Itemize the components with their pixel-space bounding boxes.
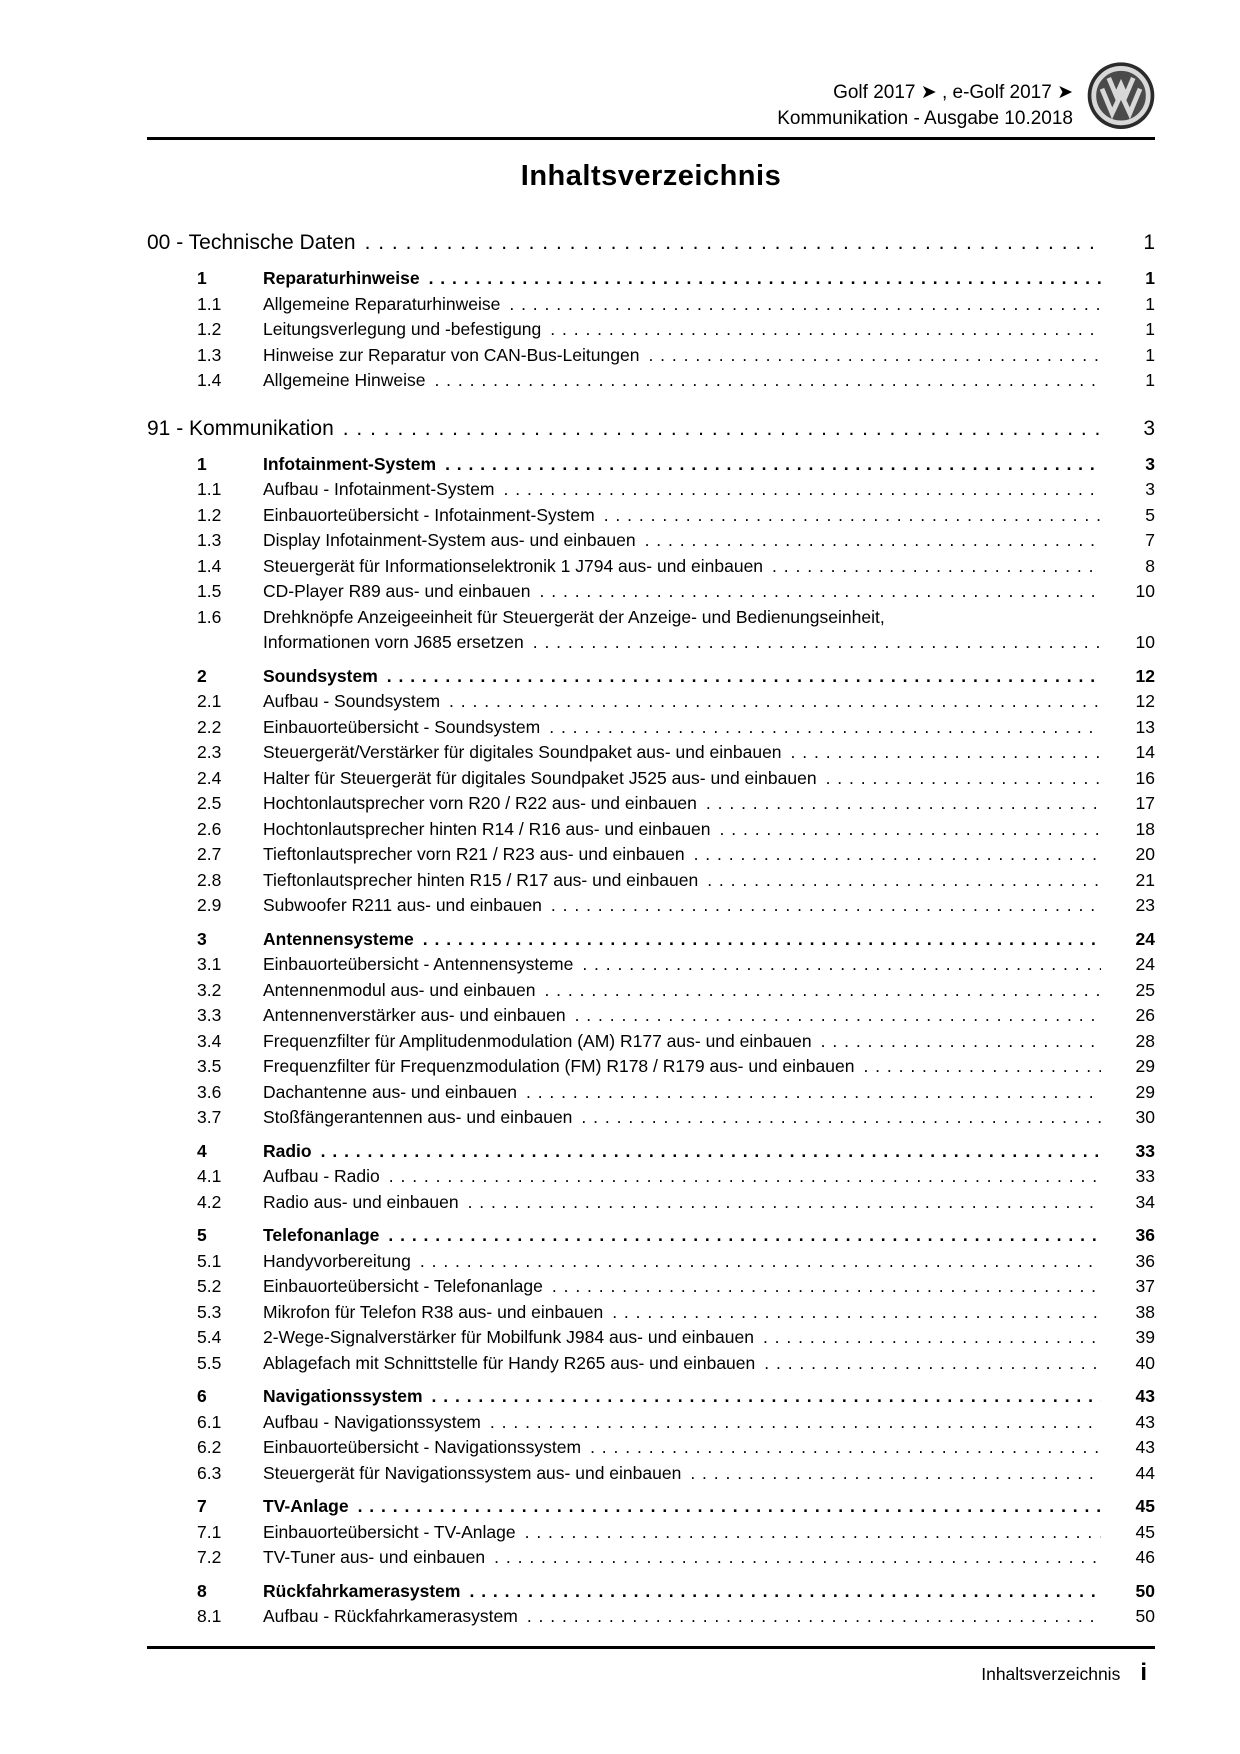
toc-entry-number: 6.1 [197, 1411, 222, 1432]
toc-entry-number: 2 [197, 665, 207, 686]
toc-entry-title: Antennenmodul aus- und einbauen [263, 979, 536, 1000]
toc-page-number: 29 [1135, 1056, 1155, 1076]
toc-entry-title: Frequenzfilter für Frequenzmodulation (FM) R178 / R179 aus- und einbauen [263, 1056, 855, 1076]
toc-dot-leader [387, 664, 1101, 690]
toc-dot-leader [551, 893, 1101, 919]
toc-entry-title: Steuergerät für Navigationssystem aus- und einbauen [263, 1462, 682, 1483]
toc-row [147, 343, 1155, 369]
toc-row [147, 791, 1155, 817]
toc-page-number: 3 [1145, 479, 1155, 499]
toc-page-number: 8 [1145, 555, 1155, 576]
toc-page-number: 1 [1145, 293, 1155, 314]
toc-entry-title: Drehknöpfe Anzeigeeinheit für Steuergerät der Anzeige- und Bedienungseinheit, [263, 606, 885, 627]
toc-entry-title: Einbauorteübersicht - Soundsystem [263, 716, 541, 737]
toc-row [147, 477, 1155, 503]
toc-entry-number: 1.3 [197, 530, 222, 550]
toc-entry-number: 1.4 [197, 555, 222, 576]
toc-page-number: 1 [1143, 231, 1155, 254]
toc-entry-title: Aufbau - Rückfahrkamerasystem [263, 1606, 518, 1626]
toc-dot-leader [504, 477, 1102, 503]
toc-entry-title: Halter für Steuergerät für digitales Soundpaket J525 aus- und einbauen [263, 767, 817, 788]
toc-dot-leader [821, 1029, 1101, 1055]
toc-row [147, 868, 1155, 894]
toc-entry-title: Telefonanlage [263, 1225, 380, 1245]
toc-row [147, 528, 1155, 554]
toc-row [147, 1223, 1155, 1249]
toc-row [147, 1435, 1155, 1461]
toc-chapter-title: 00 - Technische Daten [147, 231, 356, 254]
toc-dot-leader [863, 1054, 1101, 1080]
toc-entry-title: Einbauorteübersicht - Telefonanlage [263, 1276, 543, 1296]
toc-row [147, 452, 1155, 478]
toc-page-number: 18 [1135, 818, 1155, 839]
toc-dot-leader [706, 791, 1101, 817]
toc-row [147, 503, 1155, 529]
toc-dot-leader [365, 227, 1101, 258]
toc-entry-number: 2.1 [197, 691, 222, 711]
toc-row [147, 715, 1155, 741]
toc-entry-title: Radio [263, 1140, 312, 1161]
toc-page-number: 50 [1135, 1606, 1155, 1626]
toc-entry-number: 8.1 [197, 1606, 222, 1626]
toc-entry-title: Hinweise zur Reparatur von CAN-Bus-Leitungen [263, 344, 640, 365]
toc-entry-number: 1.5 [197, 581, 222, 601]
toc-page-number: 39 [1135, 1327, 1155, 1347]
toc-page-number: 33 [1135, 1166, 1155, 1186]
toc-row [147, 1054, 1155, 1080]
toc-page-number: 1 [1145, 344, 1155, 365]
toc-page-number: 45 [1135, 1496, 1155, 1516]
toc-row-line2 [147, 630, 1155, 656]
toc-row [147, 1520, 1155, 1546]
toc-dot-leader [388, 1223, 1101, 1249]
toc-chapter-row [147, 413, 1155, 444]
toc-dot-leader [645, 528, 1101, 554]
toc-dot-leader [552, 1274, 1101, 1300]
toc-dot-leader [694, 842, 1101, 868]
toc-entry-title: Aufbau - Infotainment-System [263, 479, 495, 499]
toc-dot-leader [358, 1494, 1101, 1520]
toc-page-number: 29 [1135, 1081, 1155, 1102]
toc-entry-title: Radio aus- und einbauen [263, 1191, 459, 1212]
toc-entry-title-continued: Informationen vorn J685 ersetzen [263, 632, 524, 652]
toc-page-number: 24 [1135, 954, 1155, 974]
toc-dot-leader [772, 554, 1101, 580]
toc-entry-title: TV-Anlage [263, 1496, 349, 1516]
toc-row [147, 927, 1155, 953]
header-text [777, 80, 1073, 134]
toc-dot-leader [445, 452, 1101, 478]
toc-entry-number: 2.6 [197, 818, 222, 839]
toc-dot-leader [791, 740, 1101, 766]
toc-dot-leader [763, 1325, 1101, 1351]
toc-entry-number: 7.1 [197, 1521, 222, 1542]
toc-row [147, 1604, 1155, 1630]
toc-dot-leader [826, 766, 1101, 792]
toc-entry-title: Einbauorteübersicht - Antennensysteme [263, 954, 574, 974]
toc-dot-leader [533, 630, 1101, 656]
toc-row-line1 [147, 605, 1155, 631]
toc-row [147, 368, 1155, 394]
toc-entry-number: 3 [197, 928, 207, 949]
toc-entry-number: 5.1 [197, 1250, 222, 1271]
toc-entry-number: 5 [197, 1225, 207, 1245]
toc-chapter-row [147, 227, 1155, 258]
toc-row [147, 292, 1155, 318]
toc-dot-leader [582, 952, 1101, 978]
toc-dot-leader [648, 343, 1101, 369]
toc-page-number: 33 [1135, 1140, 1155, 1161]
toc-entry-number: 1 [197, 453, 207, 474]
toc-entry-number: 2.5 [197, 793, 222, 813]
page-footer [147, 1646, 1155, 1687]
toc-row [147, 266, 1155, 292]
toc-entry-number: 7.2 [197, 1547, 222, 1567]
toc-page-number: 34 [1135, 1191, 1155, 1212]
toc-page-number: 5 [1145, 504, 1155, 525]
toc-entry-title: Soundsystem [263, 665, 378, 686]
header-divider [147, 137, 1155, 140]
toc-entry-title: Navigationssystem [263, 1386, 423, 1406]
toc-dot-leader [434, 368, 1101, 394]
toc-entry-title: Hochtonlautsprecher hinten R14 / R16 aus- und einbauen [263, 818, 711, 839]
toc-row [147, 1351, 1155, 1377]
toc-page-number: 24 [1135, 928, 1155, 949]
toc-entry-title: Handyvorbereitung [263, 1250, 411, 1271]
toc-entry-title: Leitungsverlegung und -befestigung [263, 319, 542, 339]
toc-row [147, 766, 1155, 792]
toc-entry-title: Hochtonlautsprecher vorn R20 / R22 aus- und einbauen [263, 793, 697, 813]
toc-page-number: 37 [1135, 1276, 1155, 1296]
toc-page-number: 12 [1135, 665, 1155, 686]
toc-dot-leader [469, 1579, 1101, 1605]
toc-entry-title: Ablagefach mit Schnittstelle für Handy R265 aus- und einbauen [263, 1352, 756, 1373]
toc-page-number: 1 [1145, 268, 1155, 288]
toc-entry-title: Steuergerät/Verstärker für digitales Soundpaket aus- und einbauen [263, 742, 782, 762]
toc-row [147, 740, 1155, 766]
toc-entry-number: 3.2 [197, 979, 222, 1000]
toc-page-number: 44 [1135, 1462, 1155, 1483]
toc-page-number: 12 [1135, 691, 1155, 711]
toc-entry-number: 2.9 [197, 895, 222, 915]
toc-entry-title: Aufbau - Soundsystem [263, 691, 441, 711]
toc-entry-number: 5.5 [197, 1352, 222, 1373]
toc-page-number: 23 [1135, 895, 1155, 915]
toc-page-number: 14 [1135, 742, 1155, 762]
toc-entry-title: Aufbau - Navigationssystem [263, 1411, 481, 1432]
toc-dot-leader [550, 317, 1101, 343]
toc-page-number: 25 [1135, 979, 1155, 1000]
toc-dot-leader [720, 817, 1101, 843]
toc-dot-leader [612, 1300, 1101, 1326]
toc-dot-leader [575, 1003, 1101, 1029]
toc-entry-title: Tieftonlautsprecher hinten R15 / R17 aus- und einbauen [263, 869, 699, 890]
toc-entry-number: 3.6 [197, 1081, 222, 1102]
toc-row [147, 1029, 1155, 1055]
toc-dot-leader [490, 1410, 1101, 1436]
toc-entry-title: Allgemeine Reparaturhinweise [263, 293, 501, 314]
toc-page-number: 20 [1135, 844, 1155, 864]
toc-dot-leader [429, 266, 1101, 292]
toc-page-number: 16 [1135, 767, 1155, 788]
toc-row [147, 817, 1155, 843]
toc-entry-number: 4.2 [197, 1191, 222, 1212]
toc-dot-leader [449, 689, 1101, 715]
toc-dot-leader [540, 579, 1101, 605]
toc-dot-leader [321, 1139, 1101, 1165]
toc-page-number: 1 [1145, 370, 1155, 390]
toc-page-number: 43 [1135, 1386, 1155, 1406]
toc-page-number: 36 [1135, 1225, 1155, 1245]
toc-row [147, 1384, 1155, 1410]
toc-entry-number: 1.6 [197, 606, 222, 627]
toc-entry-number: 6.3 [197, 1462, 222, 1483]
toc-entry-number: 1.1 [197, 479, 222, 499]
toc-page-number: 21 [1135, 869, 1155, 890]
toc-page-number: 17 [1135, 793, 1155, 813]
toc-dot-leader [590, 1435, 1101, 1461]
toc-page-number: 10 [1135, 632, 1155, 652]
toc-entry-number: 1.1 [197, 293, 222, 314]
toc [147, 227, 1155, 1630]
toc-entry-title: Subwoofer R211 aus- und einbauen [263, 895, 542, 915]
toc-page-number: 7 [1145, 530, 1155, 550]
toc-row [147, 1080, 1155, 1106]
toc-dot-leader [707, 868, 1101, 894]
toc-entry-number: 3.3 [197, 1005, 222, 1025]
toc-row [147, 317, 1155, 343]
toc-entry-title: Einbauorteübersicht - Navigationssystem [263, 1437, 582, 1457]
toc-row [147, 952, 1155, 978]
toc-entry-title: Antennenverstärker aus- und einbauen [263, 1005, 566, 1025]
toc-entry-title: Einbauorteübersicht - Infotainment-System [263, 504, 595, 525]
toc-row [147, 1325, 1155, 1351]
toc-row [147, 1300, 1155, 1326]
toc-page-number: 26 [1135, 1005, 1155, 1025]
toc-entry-title: Frequenzfilter für Amplitudenmodulation (AM) R177 aus- und einbauen [263, 1030, 812, 1051]
toc-entry-number: 3.1 [197, 954, 222, 974]
toc-page-number: 28 [1135, 1030, 1155, 1051]
toc-row-multiline [147, 605, 1155, 656]
toc-page-number: 36 [1135, 1250, 1155, 1271]
toc-dot-leader [549, 715, 1101, 741]
toc-entry-number: 7 [197, 1496, 207, 1516]
toc-entry-number: 8 [197, 1580, 207, 1601]
toc-row [147, 1461, 1155, 1487]
toc-entry-number: 2.7 [197, 844, 222, 864]
toc-chapter-title: 91 - Kommunikation [147, 416, 334, 440]
toc-page-number: 43 [1135, 1437, 1155, 1457]
toc-page-number: 1 [1145, 319, 1155, 339]
toc-row [147, 1105, 1155, 1131]
toc-entry-number: 2.4 [197, 767, 222, 788]
toc-row [147, 579, 1155, 605]
page-title: Inhaltsverzeichnis [520, 160, 782, 192]
toc-row [147, 554, 1155, 580]
toc-entry-title: Stoßfängerantennen aus- und einbauen [263, 1107, 573, 1127]
toc-row [147, 1494, 1155, 1520]
toc-dot-leader [343, 413, 1101, 444]
toc-page-number: 46 [1135, 1547, 1155, 1567]
toc-dot-leader [389, 1164, 1101, 1190]
toc-dot-leader [544, 978, 1101, 1004]
toc-row [147, 1410, 1155, 1436]
toc-entry-number: 2.8 [197, 869, 222, 890]
toc-row [147, 842, 1155, 868]
toc-row [147, 1249, 1155, 1275]
toc-entry-title: Antennensysteme [263, 928, 414, 949]
toc-page-number: 40 [1135, 1352, 1155, 1373]
toc-row [147, 1579, 1155, 1605]
toc-dot-leader [526, 1080, 1101, 1106]
toc-entry-title: Einbauorteübersicht - TV-Anlage [263, 1521, 516, 1542]
toc-entry-title: Tieftonlautsprecher vorn R21 / R23 aus- und einbauen [263, 844, 685, 864]
toc-entry-number: 5.4 [197, 1327, 222, 1347]
toc-entry-title: Aufbau - Radio [263, 1166, 380, 1186]
toc-page-number: 30 [1135, 1107, 1155, 1127]
toc-page-number: 10 [1135, 581, 1155, 601]
toc-dot-leader [423, 927, 1101, 953]
toc-row [147, 893, 1155, 919]
toc-entry-title: Steuergerät für Informationselektronik 1 J794 aus- und einbauen [263, 555, 764, 576]
toc-page-number: 45 [1135, 1521, 1155, 1542]
toc-entry-number: 3.4 [197, 1030, 222, 1051]
toc-dot-leader [604, 503, 1101, 529]
toc-entry-title: Display Infotainment-System aus- und einbauen [263, 530, 636, 550]
toc-entry-title: CD-Player R89 aus- und einbauen [263, 581, 531, 601]
toc-entry-number: 1.2 [197, 504, 222, 525]
toc-page-number: 38 [1135, 1301, 1155, 1322]
toc-entry-title: Allgemeine Hinweise [263, 370, 426, 390]
toc-entry-number: 4.1 [197, 1166, 222, 1186]
toc-dot-leader [509, 292, 1101, 318]
toc-entry-number: 3.5 [197, 1056, 222, 1076]
toc-entry-title: TV-Tuner aus- und einbauen [263, 1547, 486, 1567]
toc-page-number: 43 [1135, 1411, 1155, 1432]
toc-dot-leader [690, 1461, 1101, 1487]
toc-dot-leader [581, 1105, 1101, 1131]
toc-row [147, 1164, 1155, 1190]
toc-row [147, 689, 1155, 715]
toc-dot-leader [494, 1545, 1101, 1571]
toc-entry-number: 2.2 [197, 716, 222, 737]
toc-entry-number: 4 [197, 1140, 207, 1161]
toc-entry-number: 1.2 [197, 319, 222, 339]
toc-page-number: 50 [1135, 1580, 1155, 1601]
toc-page-number: 13 [1135, 716, 1155, 737]
toc-dot-leader [432, 1384, 1101, 1410]
toc-entry-number: 1.3 [197, 344, 222, 365]
toc-row [147, 978, 1155, 1004]
toc-entry-title: 2-Wege-Signalverstärker für Mobilfunk J984 aus- und einbauen [263, 1327, 754, 1347]
toc-entry-number: 5.3 [197, 1301, 222, 1322]
toc-row [147, 1545, 1155, 1571]
toc-page-number: 3 [1145, 453, 1155, 474]
toc-entry-number: 6 [197, 1386, 207, 1406]
toc-entry-title: Rückfahrkamerasystem [263, 1580, 461, 1601]
footer-page-number: i [1140, 1659, 1147, 1686]
toc-row [147, 664, 1155, 690]
toc-entry-title: Dachantenne aus- und einbauen [263, 1081, 517, 1102]
vw-logo-icon [1087, 60, 1155, 134]
page-header [147, 0, 1155, 134]
toc-entry-number: 6.2 [197, 1437, 222, 1457]
footer-label: Inhaltsverzeichnis [981, 1664, 1121, 1684]
header-doc-line: Kommunikation - Ausgabe 10.2018 [777, 108, 1073, 129]
toc-entry-title: Mikrofon für Telefon R38 aus- und einbauen [263, 1301, 604, 1322]
toc-row [147, 1003, 1155, 1029]
toc-entry-number: 5.2 [197, 1276, 222, 1296]
toc-row [147, 1190, 1155, 1216]
toc-dot-leader [525, 1520, 1101, 1546]
toc-entry-title: Infotainment-System [263, 453, 437, 474]
toc-row [147, 1139, 1155, 1165]
toc-entry-number: 1.4 [197, 370, 222, 390]
toc-entry-title: Reparaturhinweise [263, 268, 420, 288]
header-model-line: Golf 2017 ➤ , e-Golf 2017 ➤ [833, 82, 1073, 103]
toc-dot-leader [420, 1249, 1101, 1275]
toc-entry-number: 2.3 [197, 742, 222, 762]
toc-page-number: 3 [1143, 416, 1155, 440]
toc-row [147, 1274, 1155, 1300]
toc-dot-leader [468, 1190, 1101, 1216]
toc-dot-leader [764, 1351, 1101, 1377]
toc-dot-leader [527, 1604, 1101, 1630]
toc-entry-number: 1 [197, 268, 207, 288]
toc-entry-number: 3.7 [197, 1107, 222, 1127]
